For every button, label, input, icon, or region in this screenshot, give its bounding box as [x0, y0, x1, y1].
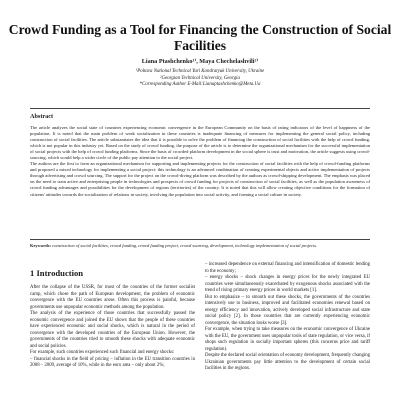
- left-column: [30, 262, 195, 370]
- keywords: [30, 243, 370, 249]
- abstract-heading: Abstract: [30, 113, 54, 120]
- keywords-text: construction of social facilities, crowd funding, crowd funding project, crowd sourcing, development, technology implementation of social projects.: [51, 243, 318, 248]
- body-paragraph: But to emphasize – to smooth out these shocks, the governments of the countries intensively use to business, improved and facilitated economies renewal based on energy efficiency and innovation, actively developed social infrastructure and state social policy [2]. In those countries that are currently experiencing economic convergence, the situation looks worse [3].: [205, 294, 370, 326]
- abstract-box: [30, 108, 370, 240]
- body-paragraph: – increased dependence on external financing and intensification of domestic lending to the economy;: [205, 262, 370, 274]
- affiliations: [0, 69, 400, 89]
- abstract-body: [30, 125, 370, 198]
- paper-title: Crowd Funding as a Tool for Financing the Construction of Social Facilities: [8, 22, 392, 53]
- body-paragraph: – energy shocks – shock changes in energy prices for the newly integrated EU countries were simultaneously exacerbated by exogenous shocks associated with the trend of rising primary energy prices in world markets [1].: [205, 275, 370, 293]
- author-list: Liana Ptashchenko¹⁾, Maya Chechelashvili²⁾: [141, 58, 259, 65]
- body-paragraph: – financial shocks in the field of pricing – inflation in the EU transition countries in 2008 – 2009, average of 10%, while in the euro area – only about 2%;: [30, 356, 195, 368]
- abstract-paragraph: The authors are the first to form an organizational mechanism for supporting and implementing projects for the construction of social facilities with the help of crowd-funding platforms and proposed a mixed technology for implementing a social project: this technology is an advanced combination of creating experimental objects and active implementation of projects through advertising and crowd sourcing. The support for the project on the crowd-diving platform was described by the authors as crowd-shipping development. The emphasis was placed on the need to train active and enterprising people in technologies and prospects of crowd funding for projects of construction of social facilities, as well as the population awareness of crowd funding advantages and possibilities for the development of regions (territories) of the country. It is noted that this will allow creating objective conditions for the formation of citizens' attitudes towards the socialization of relations in society, involving the population into social activity, and forming a social culture in society.: [30, 161, 370, 197]
- body-paragraph: The analysis of the experience of those countries that successfully passed the economic convergence and joined the EU shows that the people of these countries have experienced economic and social shocks, which is natural in the period of convergence with the developed countries of the European Union. However, the governments of the countries tried to smooth these shocks with adequate economic and social policies.: [30, 311, 195, 349]
- affiliation-2: ²Georgian Technical University, Georgia: [160, 75, 240, 81]
- keywords-label: Keywords:: [30, 243, 51, 248]
- body-paragraph: After the collapse of the USSR, for most of the countries of the former socialist camp, which chose the path of European development, the problem of economic convergence with the EU countries arose. Often this process is painful, because governments use unpopular economic methods among the population.: [30, 285, 195, 310]
- body-paragraph: Despite the declared social orientation of economy development, frequently changing Ukrainian governments pay little attention to the development of certain social facilities in the regions.: [205, 353, 370, 371]
- affiliation-1: ¹Poltava National Technical Yuri Kondratyuk University, Ukraine: [135, 69, 265, 74]
- body-paragraph: For example, when trying to take measures on the economic convergence of Ukraine with the EU, the government uses unpopular tools of state regulation, or vice versa, if shops such regulation in socially important spheres (this concerns price and tariff regulation).: [205, 327, 370, 352]
- abstract-paragraph: The article analyzes the social state of countries experiencing economic convergence in the European Community on the basis of rating indicators of the level of happiness of the population. It is noted that the main problem of weak socialization in these countries is inadequate financing of measures for implementing the general social policy, including construction of social facilities. The article substantiates the idea that it is possible to solve the problem of financing the construction of social facilities with the help of crowd funding, which is not popular in this industry yet. Based on the study of crowd funding, the purpose of the article is to determine the organizational mechanism for the successful implementation of social projects with the help of crowd funding platforms. Since the basis of crowded platform development in the social sphere is trust and motivation, the article suggests using crowd-sourcing, which would help a wider circle of the public pay attention to the social project.: [30, 125, 370, 161]
- body-paragraph: For example, such countries experienced such financial and energy shocks:: [30, 350, 175, 355]
- right-column: [205, 262, 370, 373]
- section-heading: 1 Introduction: [30, 268, 84, 278]
- corresponding-author: *Corresponding Author E-Mail:Lianaptashchenko@Meta.Ua: [139, 82, 261, 88]
